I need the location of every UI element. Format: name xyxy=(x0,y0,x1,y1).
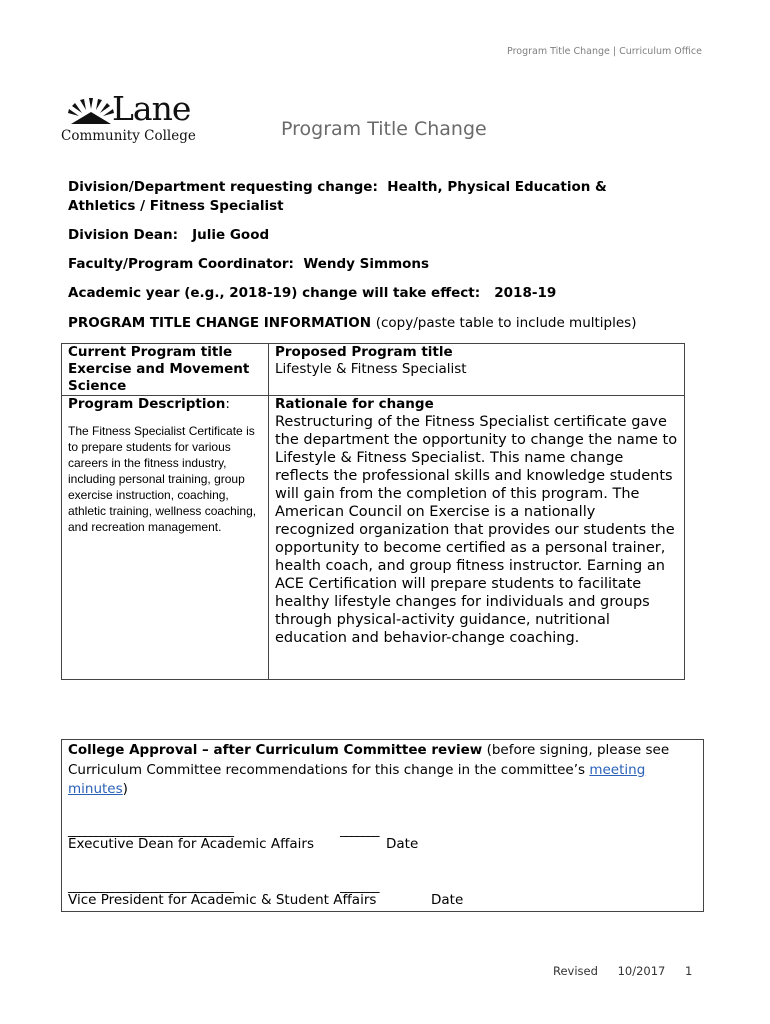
date-line-1: _______ xyxy=(340,823,379,838)
date-label-1: Date xyxy=(386,836,419,852)
division-value: Health, Physical Education & Athletics / Fitness Specialist xyxy=(68,179,607,214)
coordinator-field xyxy=(68,255,429,274)
rationale-text: Restructuring of the Fitness Specialist certificate gave the department the opportunity to change the name to Lifestyle & Fitness Specialist. This name change reflects the professional skills and knowledge students will gain from the completion of this program. The American Council on Exercise is a nationally recognized organization that provides our students the opportunity to become certified as a personal trainer, health coach, and group fitness instructor. Earning an ACE Certification will prepare students to facilitate healthy lifestyle changes for individuals and groups through physical-activity guidance, nutritional education and behavior-change coaching. xyxy=(275,414,678,646)
executive-dean-label: Executive Dean for Academic Affairs xyxy=(68,836,315,852)
college-logo xyxy=(60,89,220,148)
section-note: (copy/paste table to include multiples) xyxy=(375,315,637,331)
division-field xyxy=(68,178,668,216)
approval-intro xyxy=(68,741,696,800)
approval-heading: College Approval – after Curriculum Committee review xyxy=(68,742,483,758)
signature-line-1: ______________________________ xyxy=(68,823,233,838)
coordinator-value: Wendy Simmons xyxy=(303,256,430,272)
current-title-cell xyxy=(62,344,269,396)
approval-note: (before signing, please see Curriculum Committee recommendations for this change in the committee’s xyxy=(68,742,670,778)
section-heading xyxy=(68,314,636,333)
description-text: The Fitness Specialist Certificate is to prepare students for various careers in the fitness industry, including personal training, group exercise instruction, coaching, athletic training, wellness coaching, and recreation management. xyxy=(68,424,257,534)
header-note: Program Title Change | Curriculum Office xyxy=(507,46,702,57)
approval-box xyxy=(61,739,704,912)
logo-name: Lane xyxy=(112,89,191,128)
meeting-minutes-link[interactable]: meeting minutes xyxy=(68,761,646,797)
footer xyxy=(553,964,708,978)
sunrise-logo-icon xyxy=(68,97,114,125)
footer-page-number: 1 xyxy=(685,964,693,978)
program-title-table xyxy=(61,343,685,680)
date-label-2: Date xyxy=(431,892,464,908)
dean-field xyxy=(68,226,269,245)
date-line-2: _______ xyxy=(340,879,379,894)
current-title-value: Exercise and Movement Science xyxy=(68,361,250,394)
dean-label: Division Dean: xyxy=(68,227,178,243)
year-label: Academic year (e.g., 2018-19) change will take effect: xyxy=(68,285,481,301)
description-label: Program Description xyxy=(68,396,226,412)
proposed-title-cell xyxy=(269,344,685,396)
proposed-title-value: Lifestyle & Fitness Specialist xyxy=(275,361,467,377)
year-value: 2018-19 xyxy=(494,285,557,301)
dean-value: Julie Good xyxy=(192,227,270,243)
coordinator-label: Faculty/Program Coordinator: xyxy=(68,256,294,272)
vice-president-label: Vice President for Academic & Student Affairs xyxy=(68,892,377,908)
rationale-label: Rationale for change xyxy=(275,396,434,412)
page-title: Program Title Change xyxy=(281,118,487,140)
signature-line-2: ______________________________ xyxy=(68,879,233,894)
footer-revised: Revised xyxy=(553,964,598,978)
description-cell xyxy=(62,396,269,680)
logo-subtitle: Community College xyxy=(61,128,196,144)
rationale-cell xyxy=(269,396,685,680)
approval-close-paren: ) xyxy=(122,781,128,797)
division-label: Division/Department requesting change: xyxy=(68,179,378,195)
section-label: PROGRAM TITLE CHANGE INFORMATION xyxy=(68,315,371,331)
current-title-label: Current Program title xyxy=(68,344,233,360)
footer-date: 10/2017 xyxy=(617,964,666,978)
proposed-title-label: Proposed Program title xyxy=(275,344,453,360)
description-colon: : xyxy=(225,396,230,412)
year-field xyxy=(68,284,556,303)
